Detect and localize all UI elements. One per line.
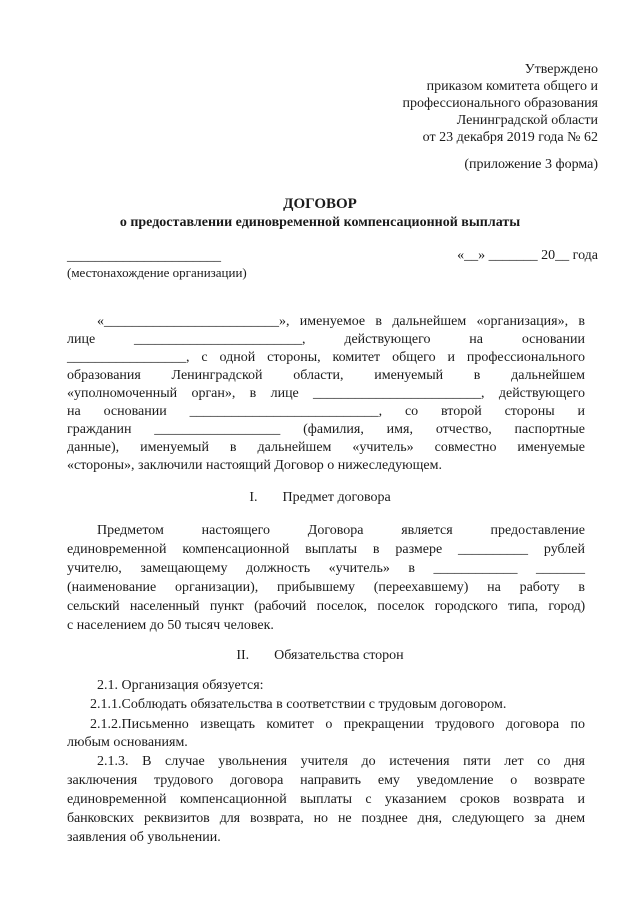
preamble-line: лице ________________________, действующего на основании (67, 332, 585, 347)
section1-line: сельский населенный пункт (рабочий поселок, поселок городского типа, город) (67, 599, 585, 614)
clause-2-1-3: 2.1.3. В случае увольнения учителя до истечения пяти лет со дня (97, 754, 585, 769)
document-title: ДОГОВОР (283, 196, 357, 212)
preamble-line: «стороны», заключили настоящий Договор о нижеследующем. (67, 458, 442, 473)
approval-line: от 23 декабря 2019 года № 62 (422, 130, 598, 145)
clause-2-1-3: банковских реквизитов для возврата, но не позднее дня, следующего за днем (67, 811, 585, 826)
approval-line: Утверждено (524, 62, 598, 77)
clause-2-1-3: единовременной компенсационной выплаты с указанием сроков возврата и (67, 792, 585, 807)
clause-2-1-1: 2.1.1.Соблюдать обязательства в соответствии с трудовым договором. (90, 697, 507, 712)
preamble-line: «уполномоченный орган», в лице ________________________, действующего (67, 386, 585, 401)
clause-2-1: 2.1. Организация обязуется: (97, 678, 264, 693)
preamble-line: гражданин __________________ (фамилия, имя, отчество, паспортные (67, 422, 585, 437)
approval-line: приказом комитета общего и (426, 79, 598, 94)
section1-line: (наименование организации), прибывшему (переехавшему) на работу в (67, 580, 585, 595)
date-field: «__» _______ 20__ года (457, 248, 598, 263)
section1-line: единовременной компенсационной выплаты в размере __________ рублей (67, 542, 585, 557)
preamble-line: данные), именуемый в дальнейшем «учитель» совместно именуемые (67, 440, 585, 455)
section-number: I. (249, 490, 258, 505)
section1-line: учителю, замещающему должность «учитель» в ____________ _______ (67, 561, 585, 576)
section-title: Обязательства сторон (274, 648, 404, 663)
section-title: Предмет договора (282, 490, 391, 505)
clause-2-1-3: заявления об увольнении. (67, 830, 221, 845)
section-number: II. (236, 648, 250, 663)
preamble-line: _________________, с одной стороны, комитет общего и профессионального (67, 350, 585, 365)
approval-line: Ленинградской области (456, 113, 598, 128)
clause-2-1-3: заключения трудового договора направить ему уведомление о возврате (67, 773, 585, 788)
section1-line: Предметом настоящего Договора является предоставление (97, 523, 585, 538)
clause-2-1-2: 2.1.2.Письменно извещать комитет о прекращении трудового договора по (90, 717, 585, 732)
document-subtitle: о предоставлении единовременной компенсационной выплаты (119, 215, 521, 230)
place-caption: (местонахождение организации) (67, 265, 247, 280)
section-heading (0, 647, 640, 664)
section-heading (0, 489, 640, 506)
section1-line: с населением до 50 тысяч человек. (67, 618, 274, 633)
preamble-line: на основании ___________________________, со второй стороны и (67, 404, 585, 419)
place-blank: ______________________ (67, 249, 221, 264)
preamble-line: образования Ленинградской области, именуемый в дальнейшем (67, 368, 585, 383)
approval-line: профессионального образования (402, 96, 598, 111)
form-note: (приложение 3 форма) (464, 157, 598, 172)
preamble-line: «_________________________», именуемое в дальнейшем «организация», в (97, 314, 585, 329)
clause-2-1-2: любым основаниям. (67, 735, 188, 750)
